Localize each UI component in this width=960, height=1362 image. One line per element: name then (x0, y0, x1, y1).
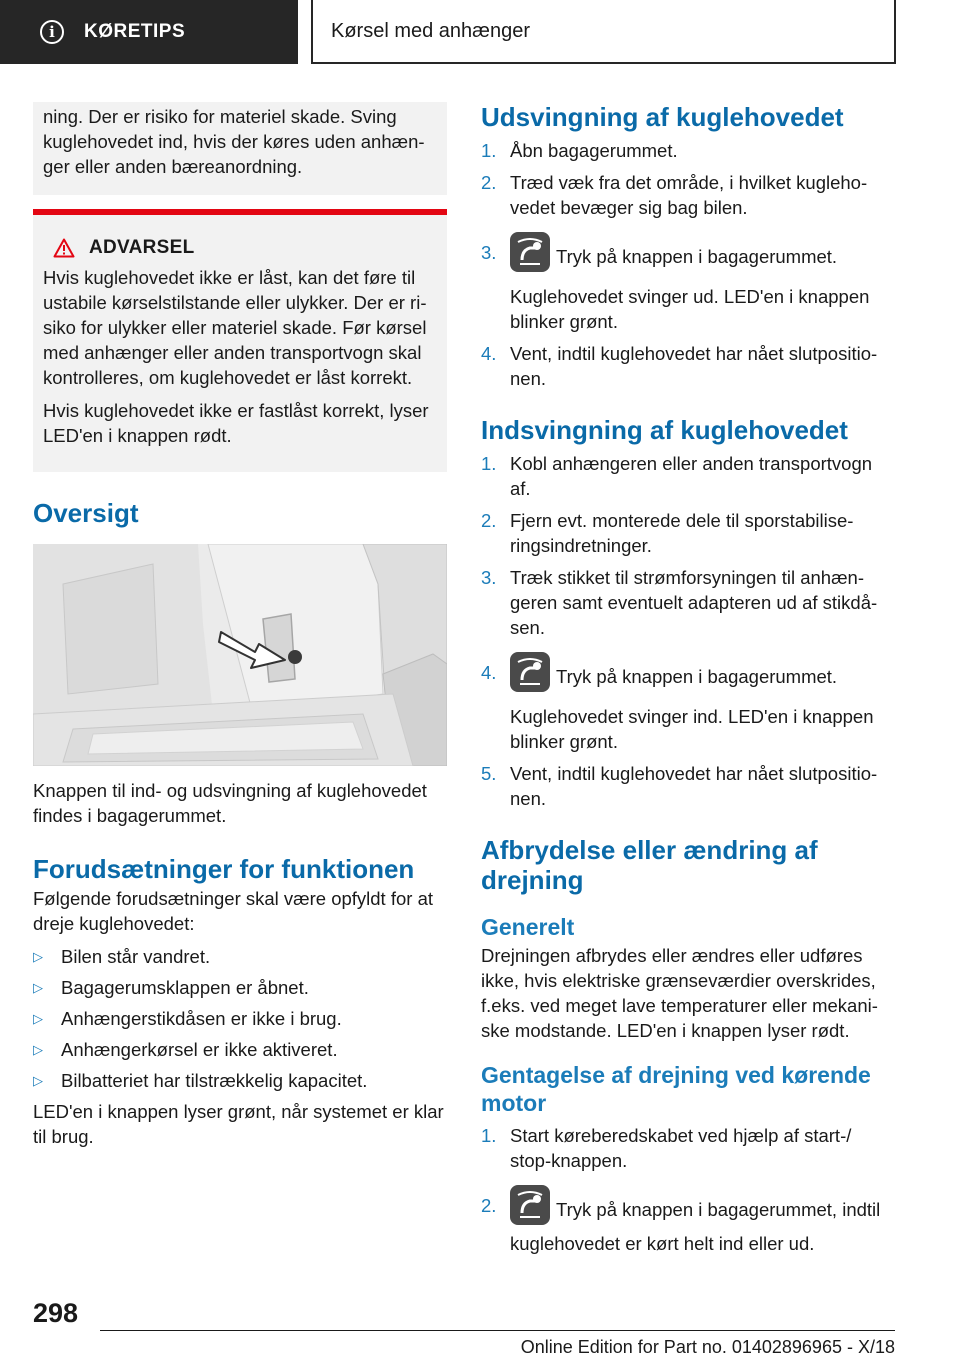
tow-hitch-button-icon (510, 232, 550, 272)
list-item: 2. Fjern evt. monterede dele til sporstabiliseringsindretninger. (481, 510, 854, 556)
general-text: Drejningen afbrydes eller ændres eller udføres ikke, hvis elektriske grænseværdier overskrides, f.eks. ved meget lave temperaturer eller mekaniske modstande. LED'en i knappen lyser rødt. (481, 945, 878, 1041)
list-item: 2. Tryk på knappen i bagagerummet, indtil kuglehovedet er kørt helt ind eller ud. (481, 1185, 895, 1256)
warning-paragraph-1: Hvis kuglehovedet ikke er låst, kan det føre til ustabile kørselstilstande eller ulykker. Der er risiko for ulykker eller materiel skade. Før kørsel med anhænger eller anden transportvogn skal kontrolleres, om kuglehovedet er låst korrekt. (43, 267, 427, 388)
edition-text: Online Edition for Part no. 01402896965 - X/18 (520, 1337, 895, 1357)
overview-heading: Oversigt (33, 498, 139, 528)
warning-triangle-icon (53, 238, 75, 258)
header-section-tab (0, 0, 298, 64)
tow-hitch-button-icon (510, 1185, 550, 1225)
list-item: 4. Tryk på knappen i bagagerummet. Kuglehovedet svinger ind. LED'en i knappen blinker grønt. (481, 652, 895, 754)
list-item: 1. Kobl anhængeren eller anden transportvogn af. (481, 453, 873, 499)
page-number: 298 (33, 1298, 79, 1328)
list-item: ▷ Bagagerumsklappen er åbnet. (33, 977, 309, 998)
list-item: 5. Vent, indtil kuglehovedet har nået slutpositionen. (481, 763, 878, 809)
warning-paragraph-2: Hvis kuglehovedet ikke er fastlåst korrekt, lyser LED'en i knappen rødt. (43, 400, 429, 446)
list-item: ▷ Bilbatteriet har tilstrækkelig kapacitet. (33, 1070, 368, 1091)
list-item: 3. Træk stikket til strømforsyningen til anhængeren samt eventuelt adapteren ud af stikdåsen. (481, 567, 878, 638)
prerequisites-list (33, 944, 447, 1093)
swing-out-heading: Udsvingning af kuglehovedet (481, 102, 844, 132)
continued-text: ning. Der er risiko for materiel skade. Sving kuglehovedet ind, hvis der køres uden anhænger eller anden bæreanordning. (43, 106, 425, 177)
bullet-triangle-icon: ▷ (33, 1073, 43, 1088)
info-icon: i (40, 20, 64, 44)
prerequisites-intro: Følgende forudsætninger skal være opfyldt for at dreje kuglehovedet: (33, 888, 433, 934)
trunk-illustration (33, 544, 447, 766)
footer-divider (100, 1330, 895, 1331)
repeat-heading: Gentagelse af drejning ved kørende motor (481, 1062, 871, 1116)
list-item: 4. Vent, indtil kuglehovedet har nået slutpositionen. (481, 343, 878, 389)
swing-out-steps (481, 138, 895, 391)
tow-hitch-button-icon (510, 652, 550, 692)
bullet-triangle-icon: ▷ (33, 949, 43, 964)
swing-in-heading: Indsvingning af kuglehovedet (481, 415, 848, 445)
repeat-steps (481, 1123, 895, 1256)
swing-in-steps (481, 451, 895, 811)
prerequisites-outro: LED'en i knappen lyser grønt, når systemet er klar til brug. (33, 1101, 444, 1147)
general-heading: Generelt (481, 914, 575, 940)
list-item: ▷ Bilen står vandret. (33, 946, 211, 967)
warning-box (33, 215, 447, 472)
list-item: 3. Tryk på knappen i bagagerummet. Kuglehovedet svinger ud. LED'en i knappen blinker grønt. (481, 232, 895, 334)
warning-heading (53, 237, 437, 259)
header-chapter-tab (311, 0, 896, 64)
section-title: KØRETIPS (84, 21, 186, 42)
bullet-triangle-icon: ▷ (33, 980, 43, 995)
list-item: ▷ Anhængerkørsel er ikke aktiveret. (33, 1039, 338, 1060)
trunk-button-photo (33, 544, 447, 766)
list-item: 2. Træd væk fra det område, i hvilket kuglehovedet bevæger sig bag bilen. (481, 172, 868, 218)
left-column (33, 102, 447, 1149)
list-item: 1. Start køreberedskabet ved hjælp af start-/ stop-knappen. (481, 1125, 852, 1171)
chapter-title: Kørsel med anhænger (331, 19, 530, 42)
bullet-triangle-icon: ▷ (33, 1011, 43, 1026)
interruption-heading: Afbrydelse eller ændring af drejning (481, 835, 818, 895)
bullet-triangle-icon: ▷ (33, 1042, 43, 1057)
prerequisites-heading: Forudsætninger for funktionen (33, 854, 415, 884)
list-item: 1. Åbn bagagerummet. (481, 140, 678, 161)
warning-title: ADVARSEL (89, 237, 195, 258)
list-item: ▷ Anhængerstikdåsen er ikke i brug. (33, 1008, 342, 1029)
continued-notice (33, 102, 447, 195)
photo-caption: Knappen til ind- og udsvingning af kuglehovedet findes i bagagerummet. (33, 780, 427, 826)
right-column (481, 102, 895, 1263)
